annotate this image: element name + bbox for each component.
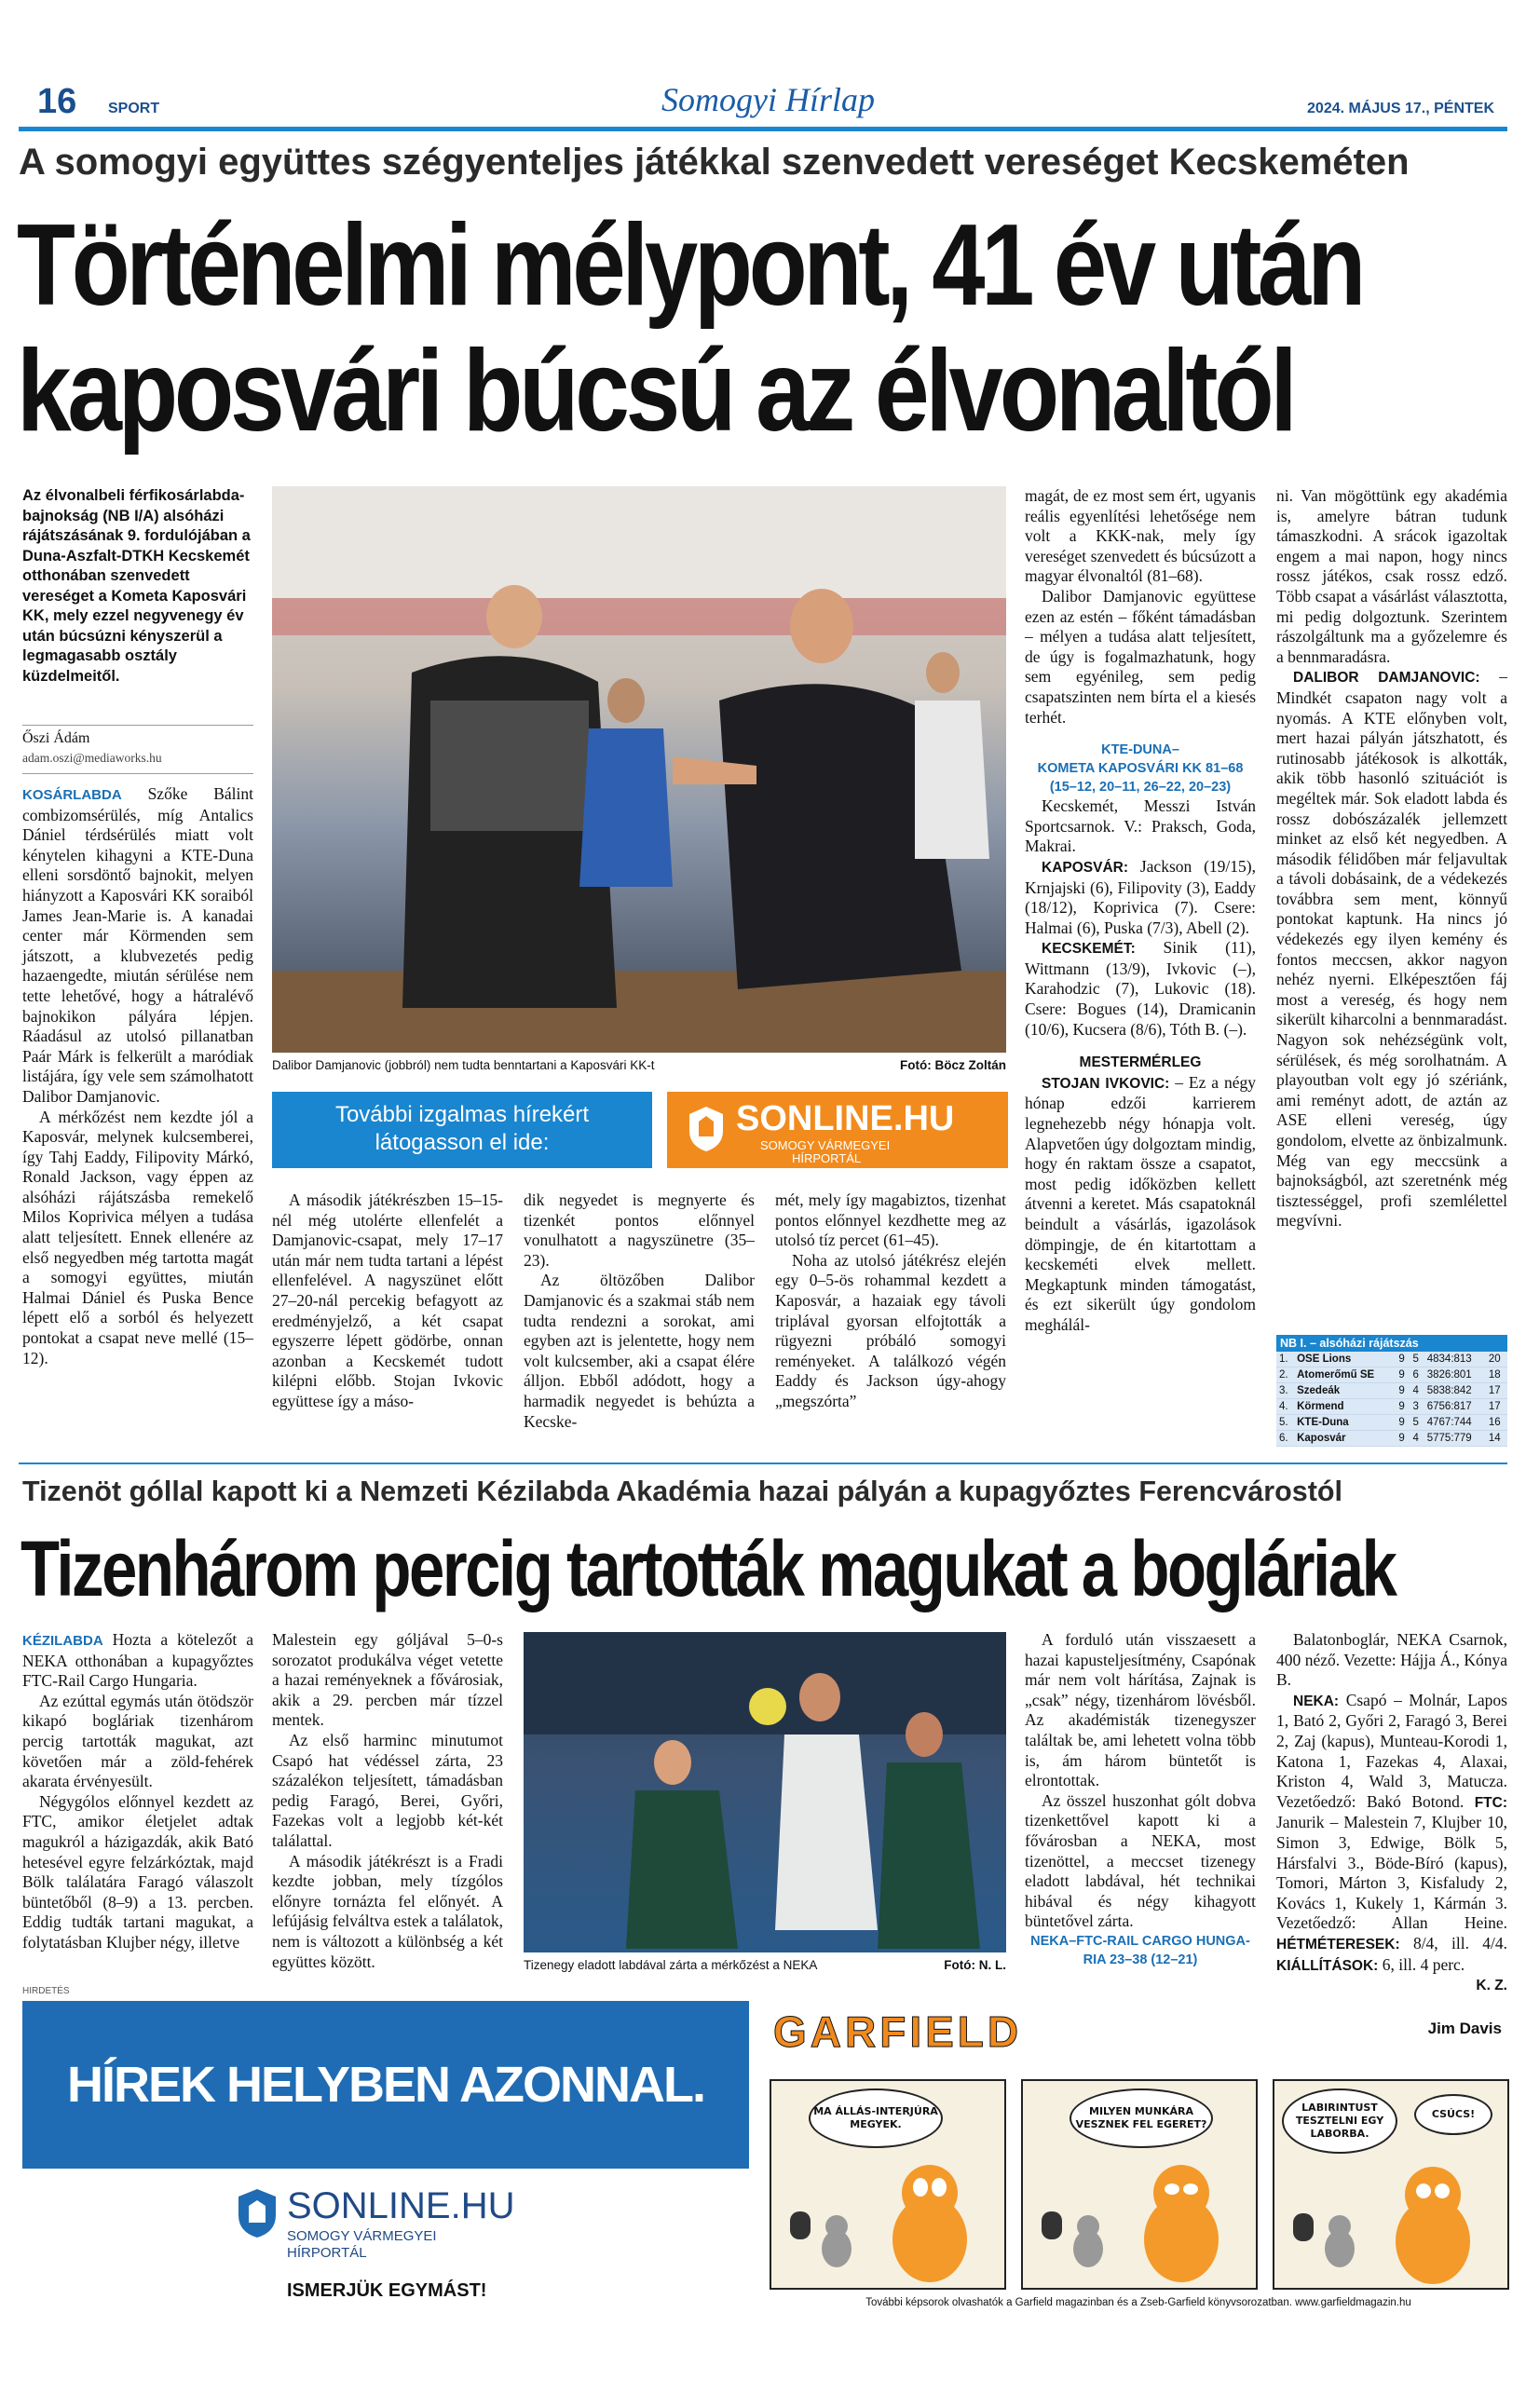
paragraph: Négygólos előnnyel kezdett az FTC, amikor életjelet adtak magukról a házigazdák, akik Bató hetesével egyre felzárkóztak, majd Bölk találatára Faragó válaszolt büntetőből (8–9) a 13. percben. Eddig tudták tartani magukat, a folytatásban Klujber négy, illetve [22,1791,253,1952]
paragraph: A forduló után visszaesett a hazai kapusteljesítmény, Csapónak már nem volt hárítása, Zajnak is „csak” négy, tizenhárom lövésből. Az akadémisták tizenegyszer találtak be, ami lehetett volna több is, ám három büntetőt is elrontottak. [1025,1630,1256,1790]
paragraph: Hozta a kötelezőt a NEKA otthonában a kupagyőztes FTC-Rail Cargo Hungaria. [22,1630,253,1691]
photo-credit: Fotó: Böcz Zoltán [900,1058,1006,1072]
sonline-ad[interactable] [22,2001,749,2318]
ad-brand-sub2: HÍRPORTÁL [287,2245,367,2261]
speech-bubble: CSÚCS! [1414,2094,1492,2135]
newspaper-title: Somogyi Hírlap [661,81,875,118]
standings-cell-team: Kaposvár [1294,1431,1396,1447]
comic-title: GARFIELD [773,2007,1023,2056]
standings-cell-score: 3826:801 [1424,1367,1486,1383]
paragraph: dik negyedet is megnyerte és tizenkét pontos előnnyel vonulhatott a nagyszünetre (35–23). [524,1190,755,1270]
promo-brand-sub2: HÍRPORTÁL [792,1151,862,1165]
standings-cell-score: 4834:813 [1424,1352,1486,1367]
standings-cell-m: 9 [1396,1431,1410,1447]
standings-row [1276,1431,1507,1447]
article2-section-kicker: KÉZILABDA [22,1633,103,1649]
standings-cell-m: 9 [1396,1415,1410,1431]
article1-section-kicker: KOSÁRLABDA [22,787,122,803]
standings-cell-pts: 20 [1486,1352,1507,1367]
standings-row [1276,1399,1507,1415]
lineup-label: KECSKEMÉT: [1042,941,1136,958]
stat-text: 6, ill. 4 perc. [1382,1954,1465,1974]
shield-logo-icon [237,2187,278,2239]
comic-panel-2 [1021,2079,1258,2290]
result-quarters: (15–12, 20–11, 26–22, 20–23) [1049,780,1232,796]
standings-cell-score: 5838:842 [1424,1383,1486,1399]
garfield-drawing [771,2146,1004,2286]
photo-credit: Fotó: N. L. [944,1958,1006,1972]
article1-column4 [775,1190,1006,1412]
paragraph: Dalibor Damjanovic együttese ezen az estén – főként támadásban – mélyen a tudása alatt teljesített, de úgy is fogalmazhatunk, hogy sem egyénileg, sem pedig csapatszinten nem bírta el a kiesés terhét. [1025,586,1256,727]
quote-text: – Mindkét csapaton nagy volt a nyomás. A KTE előnyben volt, mert hazai pályán játszhatott, és rutinosabb játékosok is alkották, akik több hasonló szituációt is megéltek már. Sok eladott labda és rossz dobószázalék jellemzett minket az első két negyedben. A második félidőben már feljavultak a távoli dobásaink, de a védekezés továbbra sem ment, könnyű pontokat kaptunk. Ha nincs jó védekezés egy ilyen kemény és fontos meccsen, akkor nagyon nehéz nyerni. Elképesztően fáj most a vereség, és hogy nem sikerült kiharcolni a bennmaradást. Nagyon sok nehézségünk volt, sérülések, és még sorolhatnám. A playoutban volt egy jó szériánk, ami reményt adott, de aztán az ASE elleni vereség, úgy gondolom, elvette az önbizalmunk. Még van egy meccsünk a bajnokságból, azt szeretnénk még tisztességgel, profi szemlélettel megvívni. [1276,667,1507,1231]
standings-cell-pts: 18 [1486,1367,1507,1383]
photo-illustration [272,486,1006,1053]
standings-title: NB I. – alsóházi rájátszás [1276,1335,1507,1352]
paragraph: A második játékrészt is a Fradi kezdte jobban, mely tízgólos előnyre tornázta fel előnyét. A lefújásig felváltva estek a találatok, nem is változott a különbség a két együttes között. [272,1851,503,1971]
standings-cell-m: 9 [1396,1383,1410,1399]
paragraph: Az első harminc minutumot Csapó hat védéssel zárta, 23 százalékon teljesített, támadásban pedig Faragó, Berei, Győri, Fazekas volt a legjobb két-két találattal. [272,1730,503,1850]
lineup-text: Janurik – Malestein 7, Klujber 10, Simon 3, Edwige, Bölk 5, Hársfalvi 3., Böde-Bíró (kapus), Tomori, Márton 3, Kisfaludy 2, Kovács 1, Kukely 1, Kármán 3. Vezetőedző: Allan Heine. [1276,1813,1507,1933]
standings-cell-w: 5 [1410,1415,1424,1431]
paragraph: Szőke Bálint combizomsérülés, míg Antalics Dániel térdsérülés miatt volt kénytelen kihagyni a KTE-Duna elleni sorsdöntő bajnokit, melyen hiányzott a Kaposvári KK soraiból James Jean-Marie is. A kanadai center már Körmenden sem játszott, a klubvezetés pedig hazaengedte, miután sérülése nem tette lehetővé, hogy a hátralévő bajnokikon pályára lépjen. Ráadásul az utolsó pillanatban Paár Márk is felkerült a maródiak listájára, így vele sem számolhatott Dalibor Damjanovic. [22,784,253,1106]
article2-column5 [1276,1630,1507,1996]
standings-cell-m: 9 [1396,1399,1410,1415]
stat-text: 8/4, ill. 4/4. [1412,1933,1507,1952]
speech-bubble: MA ÁLLÁS-INTERJÚRA MEGYEK. [809,2088,943,2148]
paragraph: mét, mely így magabiztos, tizenhat pontos előnnyel kezdhette meg az utolsó tíz percet (61–45). [775,1190,1006,1250]
result-venue: Kecskemét, Messzi István Sportcsarnok. V.: Praksch, Goda, Makrai. [1025,796,1256,856]
standings-cell-pts: 14 [1486,1431,1507,1447]
standings-cell-w: 5 [1410,1352,1424,1367]
article1-column3 [524,1190,755,1432]
stat-label: KIÁLLÍTÁSOK: [1276,1957,1379,1974]
paragraph: Az öltözőben Dalibor Damjanovic és a szakmai stáb nem tudta rendezni a sorokat, ami egyben azt is jelentette, hogy nem volt kulcsember, aki a csapat élére álljon. Ebből adódott, hogy a harmadik negyedet is behúzta a Kecske- [524,1271,755,1431]
standings-cell-m: 9 [1396,1352,1410,1367]
sonline-promo-banner[interactable] [272,1092,1008,1168]
standings-cell-team: Szedeák [1294,1383,1396,1399]
article2-column2 [272,1630,503,1972]
article2-column4 [1025,1630,1256,1969]
mestermerleg-heading: MESTERMÉRLEG [1079,1054,1202,1071]
article2-kicker: Tizenöt góllal kapott ki a Nemzeti Kézilabda Akadémia hazai pályán a kupagyőztes Ferencvárostól [22,1476,1342,1507]
author-email: adam.oszi@mediaworks.hu [22,751,162,765]
result-venue: Balatonboglár, NEKA Csarnok, 400 néző. Vezette: Hájja Á., Kónya B. [1276,1630,1507,1690]
ad-label: HIRDETÉS [22,1986,70,1996]
result-heading: NEKA–FTC-RAIL CARGO HUNGA- [1030,1933,1250,1949]
paragraph: Az összel huszonhat gólt dobva tizenkettővel kapott ki a fővárosban a NEKA, most tizenöttel, a meccset tizenegy eladott labdával, hét technikai hibával és négy kihagyott büntetővel zárta. [1025,1790,1256,1931]
standings-cell-pts: 17 [1486,1399,1507,1415]
article1-headline-line2: kaposvári búcsú az élvonaltól [17,327,1294,456]
article2-column1 [22,1630,253,1953]
ad-brand-sub1: SOMOGY VÁRMEGYEI [287,2228,437,2244]
standings-row [1276,1383,1507,1399]
speech-bubble: LABIRINTUST TESZTELNI EGY LABORBA. [1282,2088,1397,2154]
comic-panel-3 [1273,2079,1509,2290]
standings-cell-team: KTE-Duna [1294,1415,1396,1431]
quote-text: – Ez a négy hónap edzői karrierem legnehezebb négy hónapja volt. Alapvetően úgy dolgoztam mindig, hogy én raktam össze a csapatot, most pedig időközben kellett átvenni a keretet. Más csapatoknál beindult a vásárlás, igazolások dömpingje, de én kitartottam a kecskeméti elvek mellett. Megkaptunk minden támogatást, és ezt sikerült úgy gondolom meghálál- [1025,1072,1257,1334]
photo-caption: Tizenegy eladott labdával zárta a mérkőzést a NEKA [524,1958,818,1972]
garfield-comic [770,2001,1507,2318]
paragraph: ni. Van mögöttünk egy akadémia is, amelyre bátran tudunk támaszkodni. A srácok igazoltak engem a mai napon, hogy nincs rossz játékos, csak rossz edző. Több csapat a vásárlást választotta, mi pedig dolgoztunk. Szerintem rászolgáltunk ma a győzelemre és a bennmaradásra. [1276,486,1507,666]
standings-cell-w: 3 [1410,1399,1424,1415]
lineup-label: FTC: [1474,1794,1508,1811]
standings-cell-team: OSE Lions [1294,1352,1396,1367]
promo-text-2: látogasson el ide: [375,1130,550,1155]
comic-panel-1 [770,2079,1006,2290]
standings-cell-pos: 4. [1276,1399,1294,1415]
article1-headline-line1: Történelmi mélypont, 41 év után [17,201,1363,330]
lineup-label: KAPOSVÁR: [1042,859,1129,876]
promo-brand: SONLINE.HU [736,1099,955,1138]
page-number: 16 [37,82,77,121]
lineup-text: Csapó – Molnár, Lapos 1, Bató 2, Győri 2, Faragó 3, Berei 2, Zaj (kapus), Munteau-Korodi 1, Katona 1, Fazekas 4, Alaxai, Kriston 4, Wald 3, Matucza. Vezetőedző: Bakó Botond. [1276,1690,1507,1811]
promo-text-1: További izgalmas hírekért [334,1102,590,1127]
standings-cell-team: Körmend [1294,1399,1396,1415]
standings-cell-pts: 16 [1486,1415,1507,1431]
lineup-text: Jackson (19/15), Krnjajski (6), Filipovity (3), Eaddy (18/12), Koprivica (7). Csere: Halmai (6), Puska (7/3), Abell (2). [1025,856,1256,937]
article1-column2 [272,1190,503,1412]
speech-bubble: MILYEN MUNKÁRA VESZNEK FEL EGERET? [1070,2088,1213,2148]
standings-cell-pos: 5. [1276,1415,1294,1431]
garfield-drawing [1274,2152,1507,2288]
standings-cell-score: 6756:817 [1424,1399,1486,1415]
paragraph: Noha az utolsó játékrész elején egy 0–5-ös rohammal kezdett a Kaposvár, a hazaiak egy távoli triplával gyorsan elfojtották a rügyezni próbáló somogyi reményeket. A találkozó végén Eaddy és Jackson úgy-ahogy „megszórta” [775,1250,1006,1410]
article1-lead: Az élvonalbeli férfikosárlabda-bajnokság (NB I/A) alsóházi rájátszásának 9. fordulójában a Duna-Aszfalt-DTKH Kecskemét otthonában szenvedett vereséget a Kometa Kaposvári KK, mely ezzel negyvenegy év után búcsúzni kényszerül a legmagasabb osztály küzdelmeitől. [22,487,251,685]
comic-author: Jim Davis [1427,2020,1502,2037]
ad-slogan: ISMERJÜK EGYMÁST! [287,2280,487,2301]
article1-column6 [1276,486,1507,1231]
lineup-text: Sinik (11), Wittmann (13/9), Ivkovic (–), Karahodzic (7), Lukovic (18). Csere: Bogues (14), Dramicanin (10/6), Kucsera (8/6), Tóth B. (–). [1025,938,1257,1039]
article2-headline: Tizenhárom percig tartották magukat a bogláriak [20,1525,1396,1612]
paragraph: magát, de ez most sem ért, ugyanis reális egyenlítési lehetősége nem volt a KKK-nak, mely így vereséget szenvedett és búcsúzott a magyar élvonaltól (81–68). [1025,486,1256,586]
paragraph: A mérkőzést nem kezdte jól a Kaposvár, melynek kulcsemberei, így Tahj Eaddy, Filipovity Márkó, Ronald Jackson, vagy éppen az alsóházi rájátszásba remekelő Milos Koprivica mélyen a tudása alatt teljesített. Ennek ellenére az első negyedben még tartotta magát a somogyi együttes, miután Halmai Dániel és Puska Bence lépett elő a sorból és helyezett pontokat a csapat neve mellé (15–12). [22,1107,253,1367]
issue-date: 2024. MÁJUS 17., PÉNTEK [1307,101,1494,116]
article1-photo [272,486,1006,1053]
standings-cell-score: 4767:744 [1424,1415,1486,1431]
article2-photo [524,1632,1006,1952]
standings-cell-w: 4 [1410,1383,1424,1399]
standings-row [1276,1415,1507,1431]
quote-label: DALIBOR DAMJANOVIC: [1293,670,1480,687]
ad-brand: SONLINE.HU [287,2185,515,2226]
paragraph: Az ezúttal egymás után ötödször kikapó bogláriak tizenhárom percig tartották magukat, azt követően már a zöld-fehérek akarata érvényesült. [22,1691,253,1791]
photo-caption: Dalibor Damjanovic (jobbról) nem tudta benntartani a Kaposvári KK-t [272,1058,655,1072]
result-box [1025,1932,1256,1969]
author-signature: K. Z. [1476,1978,1507,1994]
author-name: Őszi Ádám [22,730,90,746]
standings-cell-w: 6 [1410,1367,1424,1383]
paragraph: Malestein egy góljával 5–0-s sorozatot produkálva véget vetette a hazai reményeknek a fővárosiak, akik a 29. percben már tízzel mentek. [272,1630,503,1730]
article1-column1 [22,784,253,1368]
standings-cell-w: 4 [1410,1431,1424,1447]
standings-table [1276,1335,1507,1447]
paragraph: A második játékrészben 15–15-nél még utolérte ellenfelét a Damjanovic-csapat, mely 17–17 után már nem tudta tartani a lépést ellenfelével. A nagyszünet előtt 27–20-nál percekig befagyott az eredményjelző, a két csapat egyszerre lépett gödörbe, onnan azonban a Kecskemét tudott kilépni előbb. Stojan Ivkovic együttese így a máso- [272,1190,503,1410]
shield-logo-icon [688,1105,725,1153]
article1-column5 [1025,486,1256,1336]
page-header [19,76,1507,131]
photo-illustration [524,1632,1006,1952]
quote-label: STOJAN IVKOVIC: [1042,1075,1170,1092]
result-heading: KOMETA KAPOSVÁRI KK 81–68 [1037,761,1244,777]
standings-cell-pos: 1. [1276,1352,1294,1367]
section-label: SPORT [108,101,160,116]
article1-kicker: A somogyi együttes szégyenteljes játékkal szenvedett vereséget Kecskeméten [19,142,1410,183]
lineup-label: NEKA: [1293,1693,1340,1709]
standings-cell-pos: 6. [1276,1431,1294,1447]
stat-label: HÉTMÉTERESEK: [1276,1936,1400,1952]
garfield-drawing [1023,2146,1256,2286]
comic-footer: További képsorok olvashatók a Garfield magazinban és a Zseb-Garfield könyvsorozatban. www.garfieldmagazin.hu [865,2297,1411,2308]
standings-row [1276,1352,1507,1367]
ad-headline: HÍREK HELYBEN AZONNAL. [22,2001,749,2169]
standings-cell-pts: 17 [1486,1383,1507,1399]
result-heading: RIA 23–38 (12–21) [1083,1952,1198,1967]
standings-cell-pos: 2. [1276,1367,1294,1383]
standings-row [1276,1367,1507,1383]
result-box [1025,741,1256,796]
promo-brand-sub1: SOMOGY VÁRMEGYEI [760,1138,891,1152]
standings-cell-pos: 3. [1276,1383,1294,1399]
standings-cell-m: 9 [1396,1367,1410,1383]
standings-cell-team: Atomerőmű SE [1294,1367,1396,1383]
result-heading: KTE-DUNA– [1101,742,1179,758]
standings-cell-score: 5775:779 [1424,1431,1486,1447]
